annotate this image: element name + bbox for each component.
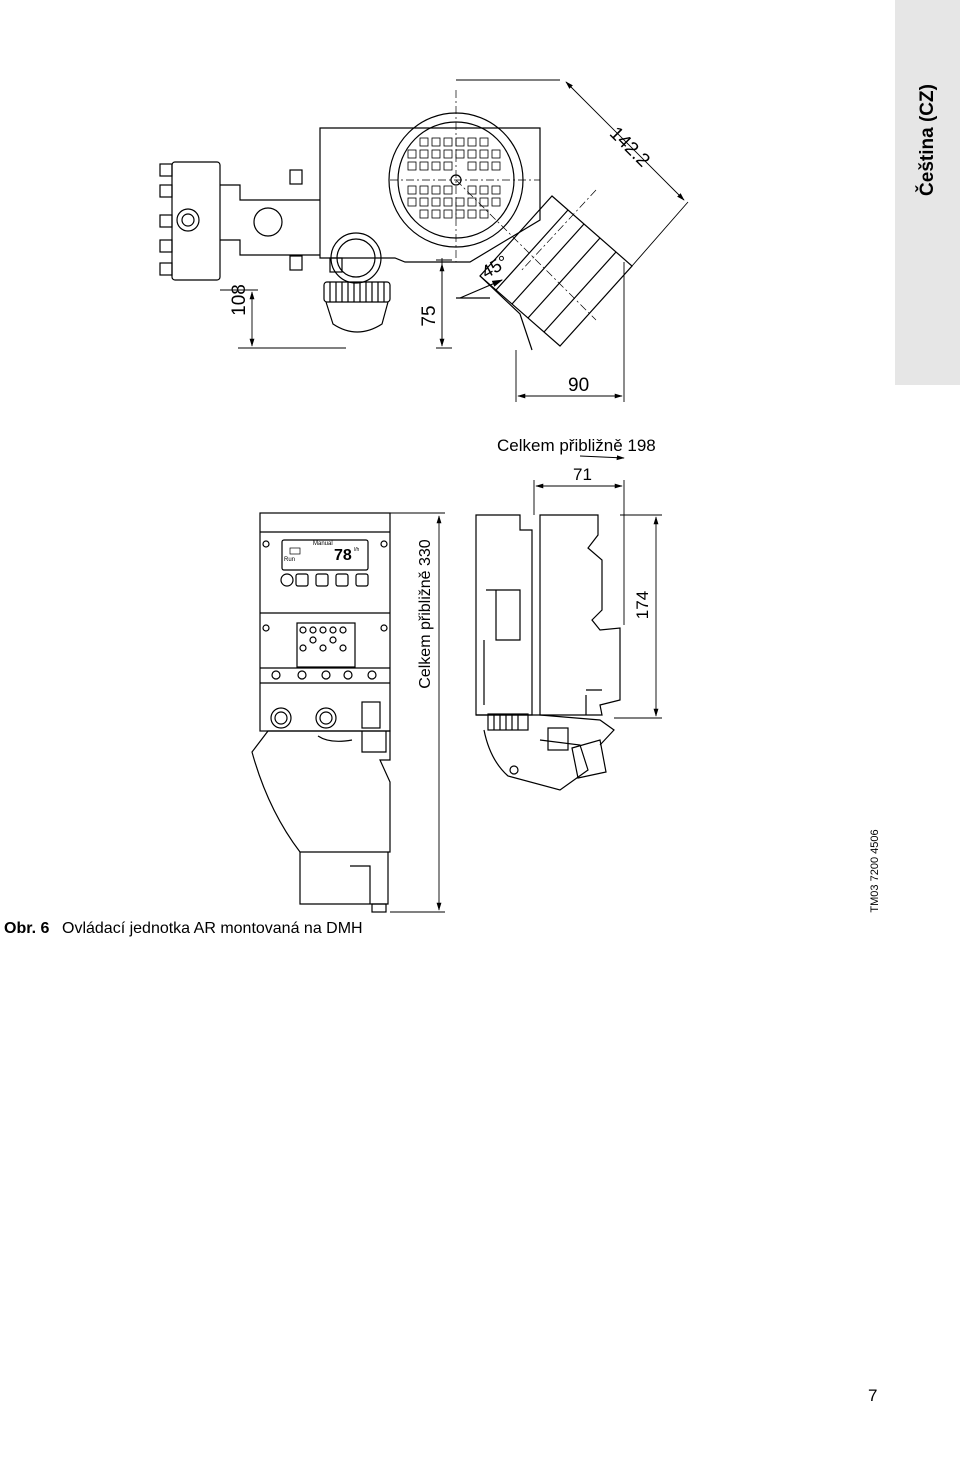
- figure-label: Obr. 6: [4, 920, 50, 937]
- control-unit-side-view: [476, 515, 620, 790]
- language-label: Čeština (CZ): [917, 84, 938, 196]
- panel-mode-text: Manual: [313, 541, 333, 547]
- page-number: 7: [868, 1386, 878, 1405]
- angle-45-label: 45°: [478, 251, 512, 283]
- panel-status-text: Run: [284, 557, 296, 563]
- figure-caption: Ovládací jednotka AR montovaná na DMH: [62, 920, 363, 937]
- control-unit-front-view: [252, 513, 390, 912]
- dim-142-label: 142.2: [605, 123, 654, 172]
- dim-75-label: 75: [419, 305, 440, 327]
- dim-174-label: 174: [633, 590, 652, 620]
- panel-unit-text: l/h: [354, 547, 360, 553]
- panel-display-value: 78: [334, 547, 352, 564]
- dim-71-label: 71: [573, 465, 592, 484]
- drawing-id: TM03 7200 4506: [869, 829, 881, 913]
- dim-90-label: 90: [568, 375, 590, 396]
- dim-108-label: 108: [229, 284, 250, 316]
- total-width-label: Celkem přibližně 198: [497, 436, 656, 455]
- total-height-label: Celkem přibližně 330: [417, 539, 434, 689]
- side-dimensions: [534, 456, 662, 718]
